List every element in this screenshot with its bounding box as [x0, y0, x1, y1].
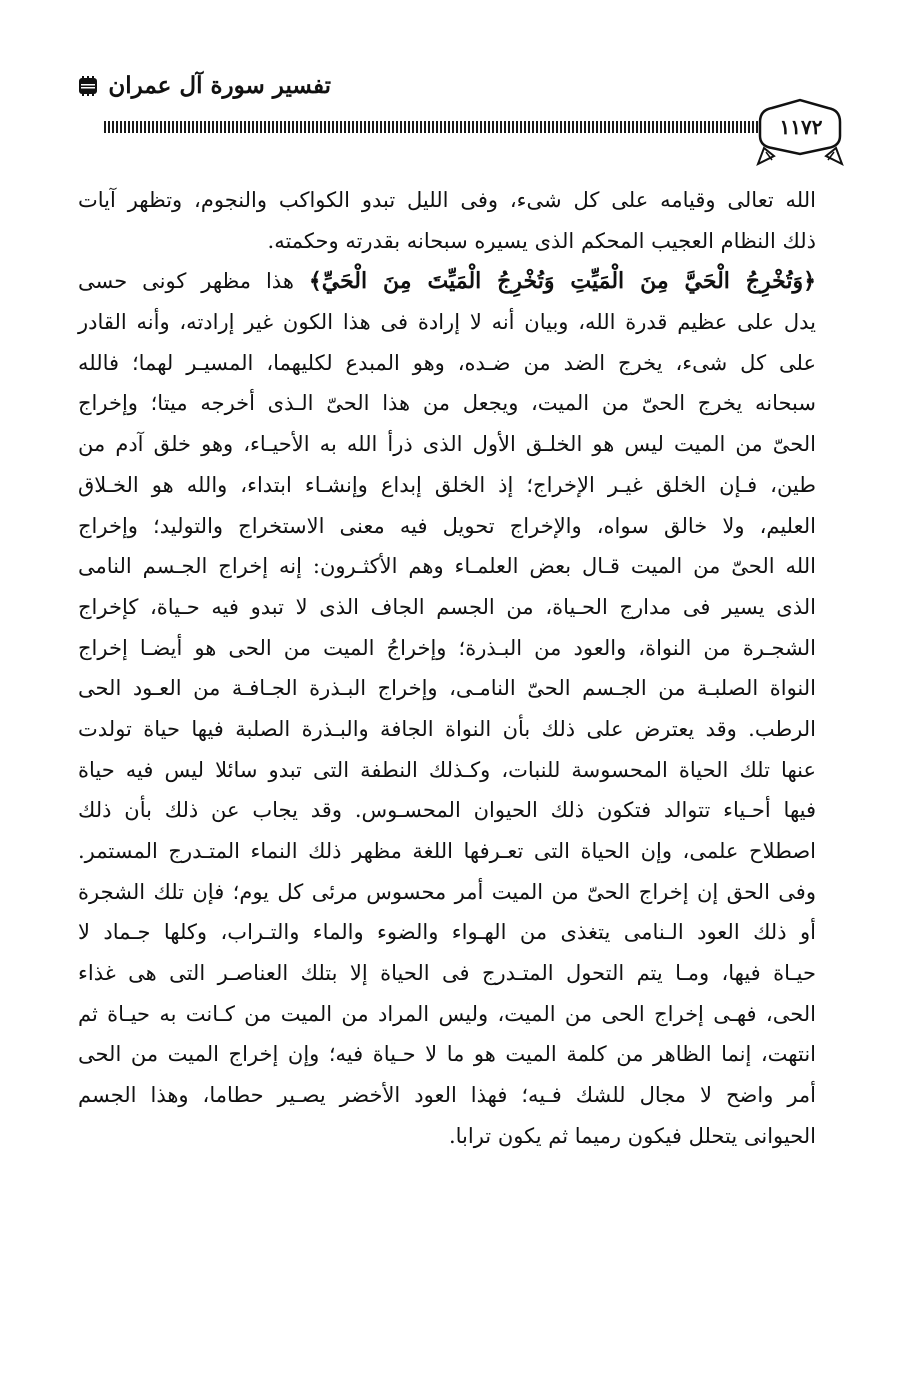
- quran-verse: ﴿وَتُخْرِجُ الْحَيَّ مِنَ الْمَيِّتِ وَتُخْرِجُ الْمَيِّتَ مِنَ الْحَيِّ﴾: [308, 268, 816, 295]
- text-line: انتهت، إنما الظاهر من كلمة الميت هو ما لا حـياة فيه؛ وإن إخراج الميت من الحى: [78, 1042, 816, 1067]
- text-line: ذلك النظام العجيب المحكم الذى يسيره سبحانه بقدرته وحكمته.: [267, 228, 816, 253]
- header-rule: [104, 121, 760, 133]
- verse-line: [78, 261, 816, 302]
- text-line: الشجـرة من النواة، والعود من البـذرة؛ وإخراجُ الميت من الحى هو أيضـا إخراج: [78, 635, 816, 660]
- text-line: وفى الحق إن إخراج الحىّ من الميت أمر محسوس مرئى كل يوم؛ فإن تلك الشجرة: [78, 879, 816, 904]
- body-text: [78, 180, 816, 1157]
- text-line: أمر واضح لا مجال للشك فـيه؛ فهذا العود الأخضر يصـير حطاما، وهذا الجسم: [78, 1083, 816, 1108]
- verse-commentary: هذا مظهر كونى حسى: [78, 269, 294, 294]
- running-title: تفسير سورة آل عمران: [108, 72, 331, 99]
- text-line: فيها أحـياء تتوالد فتكون ذلك الحيوان المحسـوس. وقد يجاب عن ذلك بأن ذلك: [78, 798, 816, 823]
- text-line: على كل شىء، يخرج الضد من ضـده، وهو المبدع لكليهما، المسيـر لهما؛ فالله: [78, 350, 816, 375]
- text-line: حيـاة فيها، ومـا يتم التحول المتـدرج فى الحياة إلا بتلك العناصـر التى هى غذاء: [78, 961, 816, 986]
- text-line: النواة الصلبـة من الجـسم الحىّ النامـى، وإخراج البـذرة الجـافـة من العـود الحى: [78, 676, 816, 701]
- text-line: أو ذلك العود الـنامى يتغذى من الهـواء والضوء والماء والتـراب، وكلها جـماد لا: [78, 920, 816, 945]
- text-line: سبحانه يخرج الحىّ من الميت، ويجعل من هذا الحىّ الـذى أخرجه ميتا؛ وإخراج: [78, 391, 816, 416]
- text-line: العليم، ولا خالق سواه، والإخراج تحويل فيه معنى الاستخراج والتوليد؛ وإخراج: [78, 513, 816, 538]
- ornament-icon: [78, 75, 98, 97]
- text-line: يدل على عظيم قدرة الله، وبيان أنه لا إرادة فى هذا الكون غير إرادته، وأنه القادر: [78, 310, 816, 335]
- text-line: الرطب. وقد يعترض على ذلك بأن النواة الجافة والبـذرة الصلبة فيها حياة تولدت: [78, 716, 816, 741]
- text-line: طين، فـإن الخلق غيـر الإخراج؛ إذ الخلق إبداع وإنشـاء ابتداء، والله هو الخـلاق: [78, 472, 816, 497]
- text-line: اصطلاح علمى، وإن الحياة التى تعـرفها اللغة مظهر ذلك النماء المتـدرج المستمر.: [78, 839, 816, 863]
- text-line: الله الحىّ من الميت قـال بعض العلمـاء وهم الأكثـرون: إنه إخراج الجـسم النامى: [78, 554, 816, 579]
- page-number: ١١٧٢: [779, 115, 823, 139]
- text-line: الحىّ من الميت ليس هو الخلـق الأول الذى ذرأ الله به الأحيـاء، وهو خلق آدم من: [78, 432, 816, 457]
- text-line: عنها تلك الحياة المحسوسة للنبات، وكـذلك النطفة التى تبدو سائلا ليس فيه حياة: [78, 757, 816, 782]
- text-line: الله تعالى وقيامه على كل شىء، وفى الليل تبدو الكواكب والنجوم، وتظهر آيات: [78, 188, 816, 212]
- running-header: [78, 72, 331, 99]
- text-line: الحيوانى يتحلل فيكون رميما ثم يكون ترابا.: [448, 1123, 816, 1148]
- text-line: الحى، فهـى إخراج الحى من الميت، وليس المراد من الميت من كـانت به حيـاة ثم: [78, 1001, 816, 1026]
- text-line: الذى يسير فى مدارج الحـياة، من الجسم الجاف الذى لا تبدو فيه حـياة، كإخراج: [78, 594, 816, 619]
